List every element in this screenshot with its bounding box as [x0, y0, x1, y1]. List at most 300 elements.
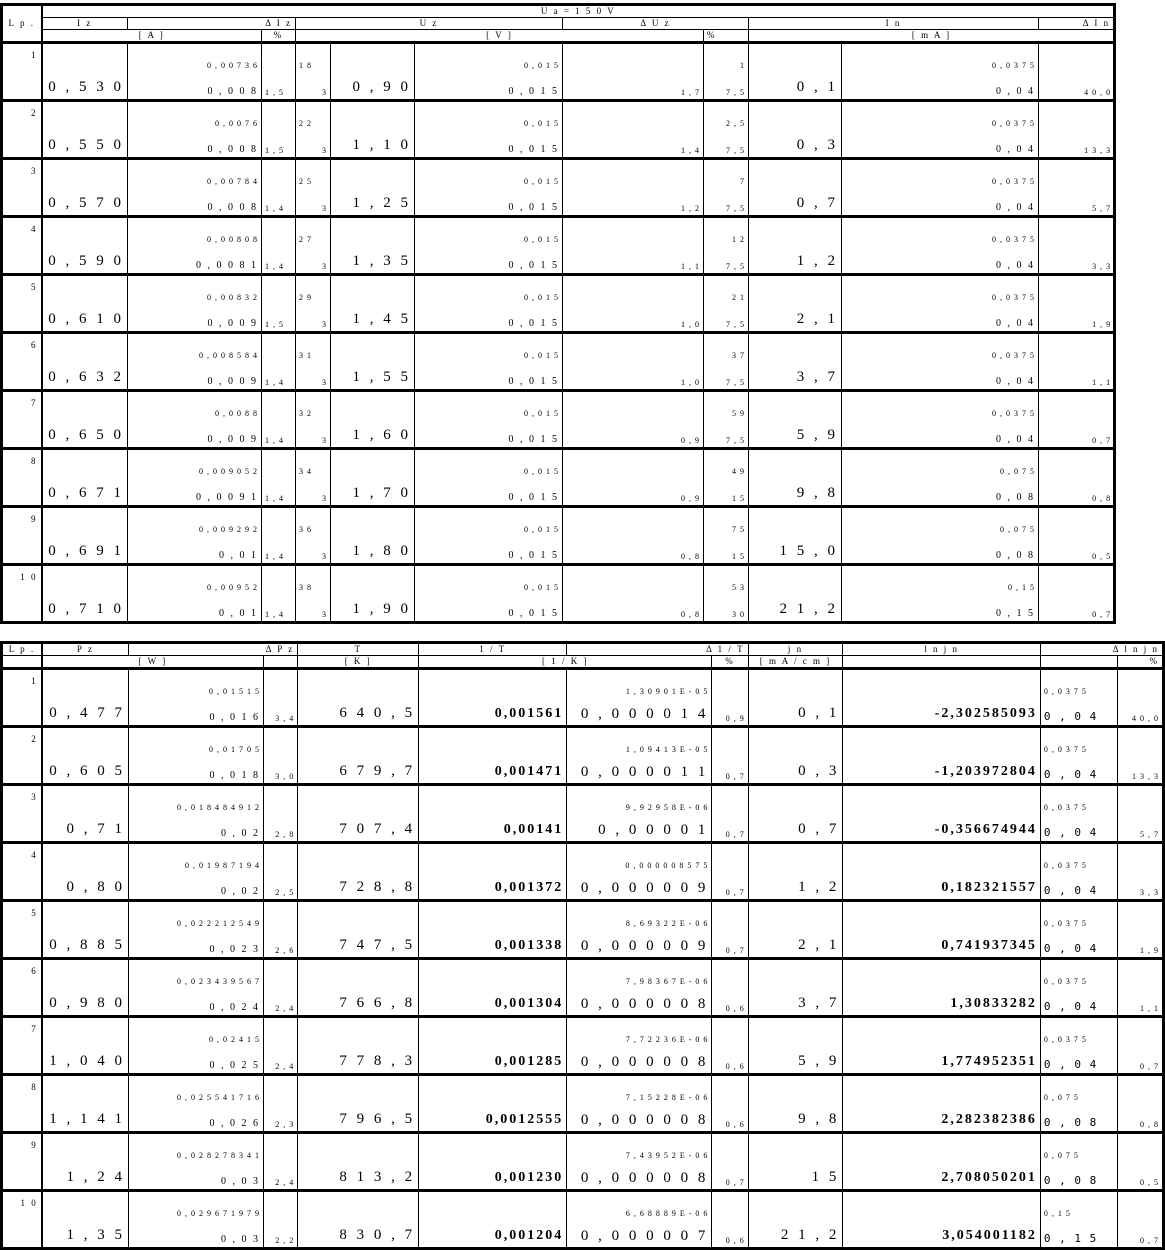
inv-t-value: 0,001304	[419, 959, 567, 1017]
unit-volt: [ V ]	[296, 30, 704, 43]
ln-jn-value: 0,182321557	[843, 843, 1041, 901]
pct-iz-blank	[262, 565, 296, 596]
pct-in-blank	[1039, 449, 1115, 480]
uz-header: U z	[296, 18, 563, 30]
jn-header: j n	[748, 643, 843, 656]
pct-uz-value: 0 , 9	[563, 479, 704, 507]
table-row	[2, 159, 1115, 190]
uz-range: 3	[296, 189, 331, 217]
table-row	[2, 333, 1115, 364]
delta-uz-value: 0 , 0 1 5	[415, 479, 563, 507]
delta-pz-raw: 0 , 0 1 7 0 5	[128, 727, 263, 758]
table-row	[2, 73, 1115, 101]
t-value: 8 1 3 , 2	[298, 1133, 419, 1191]
in-range: 7 , 5	[704, 421, 749, 449]
pct-iz-value: 1 , 5	[262, 131, 296, 159]
pct-pz-value: 2 , 4	[263, 1163, 297, 1191]
delta-ln-value: 0 , 1 5	[1040, 1221, 1117, 1249]
delta-pz-value: 0 , 0 2 4	[128, 989, 263, 1017]
pz-value: 1 , 3 5	[42, 1191, 129, 1249]
table-row	[2, 507, 1115, 538]
delta-inv-t-value: 0 , 0 0 0 0 1 1	[567, 757, 712, 785]
delta-ln-value: 0 , 0 4	[1040, 873, 1117, 901]
pct-uz-value: 0 , 9	[563, 421, 704, 449]
pct-ln-blank	[1117, 669, 1164, 700]
t-value: 7 0 7 , 4	[298, 785, 419, 843]
pct-ln-blank	[1117, 901, 1164, 932]
inv-t-value: 0,001285	[419, 1017, 567, 1075]
delta-iz-raw: 0 , 0 0 7 8 4	[128, 159, 262, 190]
table-row	[2, 1017, 1164, 1048]
jn-value: 2 1 , 2	[748, 1191, 843, 1249]
pct-ln-value: 3 , 3	[1117, 873, 1164, 901]
table-row	[2, 479, 1115, 507]
delta-pz-value: 0 , 0 3	[128, 1221, 263, 1249]
delta-pz-value: 0 , 0 1 6	[128, 699, 263, 727]
pct-inv-blank	[712, 669, 748, 700]
pct-iz-value: 1 , 4	[262, 595, 296, 623]
unit-kelvin: [ K ]	[298, 656, 419, 669]
pct-ln-blank	[1117, 843, 1164, 874]
pct-iz-value: 1 , 4	[262, 537, 296, 565]
unit-pct-inv: %	[712, 656, 748, 669]
t-value: 6 4 0 , 5	[298, 669, 419, 727]
pct-pz-value: 3 , 0	[263, 757, 297, 785]
row-number: 3	[2, 159, 42, 217]
unit-milliamp: [ m A ]	[749, 30, 1115, 43]
delta-in-value: 0 , 0 4	[842, 421, 1039, 449]
jn-value: 0 , 1	[748, 669, 843, 727]
pct-pz-blank	[263, 1133, 297, 1164]
t-value: 7 9 6 , 5	[298, 1075, 419, 1133]
uz-value: 1 , 1 0	[331, 101, 415, 159]
delta-in-raw: 0 , 0 3 7 5	[842, 275, 1039, 306]
pz-value: 1 , 0 4 0	[42, 1017, 129, 1075]
pct-iz-blank	[262, 217, 296, 248]
row-number: 2	[2, 101, 42, 159]
pct-iz-blank	[262, 275, 296, 306]
row-number: 6	[2, 333, 42, 391]
delta-in-raw: 0 , 1 5	[842, 565, 1039, 596]
pct-inv-blank	[712, 843, 748, 874]
pct-in-value: 1 3 , 3	[1039, 131, 1115, 159]
uz-raw: 3 2	[296, 391, 331, 422]
delta-ln-raw: 0 , 0 3 7 5	[1040, 785, 1117, 816]
uz-value: 1 , 7 0	[331, 449, 415, 507]
delta-pz-value: 0 , 0 2	[128, 815, 263, 843]
pct-pz-blank	[263, 959, 297, 990]
table-row	[2, 565, 1115, 596]
delta-iz-value: 0 , 0 0 9	[128, 363, 262, 391]
in-range: 7 , 5	[704, 131, 749, 159]
uz-range: 3	[296, 363, 331, 391]
delta-ln-value: 0 , 0 4	[1040, 989, 1117, 1017]
delta-ln-raw: 0 , 0 3 7 5	[1040, 959, 1117, 990]
delta-inv-t-value: 0 , 0 0 0 0 1 4	[567, 699, 712, 727]
pct-inv-value: 0 , 7	[712, 757, 748, 785]
uz-range: 3	[296, 305, 331, 333]
pct-pz-blank	[263, 1017, 297, 1048]
delta-iz-raw: 0 , 0 0 8 3 2	[128, 275, 262, 306]
row-number: 9	[2, 507, 42, 565]
delta-in-value: 0 , 1 5	[842, 595, 1039, 623]
iz-value: 0 , 7 1 0	[42, 565, 128, 623]
ln-jn-value: -1,203972804	[843, 727, 1041, 785]
delta-uz-raw: 0 , 0 1 5	[415, 275, 563, 306]
t-value: 7 7 8 , 3	[298, 1017, 419, 1075]
row-number: 7	[2, 391, 42, 449]
in-raw: 4 9	[704, 449, 749, 480]
delta-ln-raw: 0 , 0 3 7 5	[1040, 901, 1117, 932]
pct-uz-value: 0 , 8	[563, 595, 704, 623]
row-number: 4	[2, 843, 42, 901]
pct-uz-blank	[563, 507, 704, 538]
table-row	[2, 421, 1115, 449]
in-raw: 2 , 5	[704, 101, 749, 132]
delta-iz-value: 0 , 0 0 8	[128, 189, 262, 217]
delta-uz-value: 0 , 0 1 5	[415, 189, 563, 217]
delta-uz-value: 0 , 0 1 5	[415, 595, 563, 623]
lp-unit-blank	[2, 656, 42, 669]
pct-in-value: 3 , 3	[1039, 247, 1115, 275]
iz-value: 0 , 6 5 0	[42, 391, 128, 449]
pct-inv-blank	[712, 727, 748, 758]
measurement-table-1	[0, 3, 1116, 624]
table-row	[2, 1133, 1164, 1164]
delta-in-value: 0 , 0 4	[842, 131, 1039, 159]
ln-jn-value: 1,774952351	[843, 1017, 1041, 1075]
delta-in-value: 0 , 0 8	[842, 537, 1039, 565]
table-row	[2, 537, 1115, 565]
delta-ln-raw: 0 , 0 7 5	[1040, 1133, 1117, 1164]
iz-value: 0 , 6 1 0	[42, 275, 128, 333]
uz-range: 3	[296, 131, 331, 159]
pct-uz-blank	[563, 449, 704, 480]
unit-amp: [ A ]	[42, 30, 262, 43]
pz-value: 1 , 1 4 1	[42, 1075, 129, 1133]
table-row	[2, 131, 1115, 159]
delta-inv-t-header: Δ 1 / T	[567, 643, 748, 656]
pct-ln-blank	[1117, 1191, 1164, 1222]
unit-pct-uz: %	[704, 30, 749, 43]
t-value: 7 4 7 , 5	[298, 901, 419, 959]
delta-ln-raw: 0 , 0 3 7 5	[1040, 727, 1117, 758]
delta-iz-value: 0 , 0 0 9 1	[128, 479, 262, 507]
ln-jn-value: 3,054001182	[843, 1191, 1041, 1249]
pct-iz-blank	[262, 101, 296, 132]
delta-pz-raw: 0 , 0 2 3 4 3 9 5 6 7	[128, 959, 263, 990]
pct-iz-value: 1 , 4	[262, 247, 296, 275]
pz-header: P z	[42, 643, 129, 656]
ln-jn-value: 2,282382386	[843, 1075, 1041, 1133]
delta-uz-raw: 0 , 0 1 5	[415, 101, 563, 132]
uz-range: 3	[296, 537, 331, 565]
lp-header-2: L p .	[2, 643, 42, 656]
pct-pz-blank	[263, 669, 297, 700]
unit-pct-iz: %	[262, 30, 296, 43]
delta-uz-raw: 0 , 0 1 5	[415, 565, 563, 596]
pct-uz-value: 1 , 0	[563, 363, 704, 391]
ln-jn-value: -0,356674944	[843, 785, 1041, 843]
in-raw: 7	[704, 159, 749, 190]
row-number: 1 0	[2, 1191, 42, 1249]
pct-ln-value: 1 , 1	[1117, 989, 1164, 1017]
pct-pz-value: 2 , 4	[263, 989, 297, 1017]
pct-in-value: 0 , 8	[1039, 479, 1115, 507]
delta-iz-value: 0 , 0 0 8	[128, 131, 262, 159]
pct-in-blank	[1039, 391, 1115, 422]
jn-value: 2 , 1	[748, 901, 843, 959]
pct-in-value: 0 , 5	[1039, 537, 1115, 565]
iz-value: 0 , 6 9 1	[42, 507, 128, 565]
delta-iz-value: 0 , 0 0 8 1	[128, 247, 262, 275]
delta-in-raw: 0 , 0 3 7 5	[842, 333, 1039, 364]
in-raw: 5 9	[704, 391, 749, 422]
pct-ln-value: 1 3 , 3	[1117, 757, 1164, 785]
uz-raw: 3 1	[296, 333, 331, 364]
delta-in-value: 0 , 0 4	[842, 247, 1039, 275]
inv-t-value: 0,001204	[419, 1191, 567, 1249]
inv-t-value: 0,00141	[419, 785, 567, 843]
delta-iz-raw: 0 , 0 0 7 3 6	[128, 43, 262, 74]
pct-ln-blank	[1117, 727, 1164, 758]
pct-iz-blank	[262, 449, 296, 480]
table-row	[2, 785, 1164, 816]
pct-ln-value: 0 , 7	[1117, 1221, 1164, 1249]
uz-range: 3	[296, 595, 331, 623]
inv-t-value: 0,001230	[419, 1133, 567, 1191]
pct-pz-blank	[263, 1191, 297, 1222]
delta-pz-value: 0 , 0 1 8	[128, 757, 263, 785]
pct-ln-value: 0 , 7	[1117, 1047, 1164, 1075]
pct-in-blank	[1039, 217, 1115, 248]
pct-in-value: 0 , 7	[1039, 595, 1115, 623]
delta-uz-value: 0 , 0 1 5	[415, 421, 563, 449]
iz-value: 0 , 5 7 0	[42, 159, 128, 217]
in-range: 7 , 5	[704, 73, 749, 101]
t-value: 8 3 0 , 7	[298, 1191, 419, 1249]
pct-ln-value: 0 , 8	[1117, 1105, 1164, 1133]
delta-iz-value: 0 , 0 1	[128, 537, 262, 565]
pct-iz-blank	[262, 333, 296, 364]
unit-pct-ln: %	[1117, 656, 1164, 669]
row-number: 5	[2, 275, 42, 333]
pct-pz-value: 2 , 2	[263, 1221, 297, 1249]
delta-pz-value: 0 , 0 2 3	[128, 931, 263, 959]
pct-in-blank	[1039, 43, 1115, 74]
delta-inv-t-raw: 0 , 0 0 0 0 0 8 5 7 5	[567, 843, 712, 874]
uz-raw: 1 8	[296, 43, 331, 74]
uz-value: 1 , 2 5	[331, 159, 415, 217]
t-header: T	[298, 643, 419, 656]
iz-value: 0 , 5 9 0	[42, 217, 128, 275]
delta-uz-raw: 0 , 0 1 5	[415, 217, 563, 248]
iz-value: 0 , 5 5 0	[42, 101, 128, 159]
uz-range: 3	[296, 73, 331, 101]
pct-pz-value: 2 , 3	[263, 1105, 297, 1133]
in-range: 1 5	[704, 479, 749, 507]
in-value: 1 5 , 0	[749, 507, 842, 565]
delta-pz-raw: 0 , 0 1 5 1 5	[128, 669, 263, 700]
pct-uz-blank	[563, 333, 704, 364]
pct-uz-value: 1 , 7	[563, 73, 704, 101]
pz-value: 0 , 4 7 7	[42, 669, 129, 727]
uz-raw: 3 6	[296, 507, 331, 538]
delta-pz-raw: 0 , 0 2 2 2 1 2 5 4 9	[128, 901, 263, 932]
row-number: 8	[2, 1075, 42, 1133]
pct-uz-value: 1 , 0	[563, 305, 704, 333]
ln-jn-value: 0,741937345	[843, 901, 1041, 959]
pz-value: 0 , 8 8 5	[42, 901, 129, 959]
pct-in-blank	[1039, 333, 1115, 364]
delta-pz-value: 0 , 0 3	[128, 1163, 263, 1191]
delta-inv-t-value: 0 , 0 0 0 0 0 9	[567, 931, 712, 959]
delta-iz-raw: 0 , 0 0 8 5 8 4	[128, 333, 262, 364]
delta-uz-raw: 0 , 0 1 5	[415, 43, 563, 74]
uz-raw: 2 9	[296, 275, 331, 306]
table-row	[2, 449, 1115, 480]
measurement-table-2	[0, 641, 1165, 1250]
row-number: 3	[2, 785, 42, 843]
table-row	[2, 305, 1115, 333]
pct-in-value: 5 , 7	[1039, 189, 1115, 217]
pct-inv-value: 0 , 6	[712, 1047, 748, 1075]
row-number: 1	[2, 669, 42, 727]
in-raw: 1 2	[704, 217, 749, 248]
delta-inv-t-raw: 1 , 0 9 4 1 3 E - 0 5	[567, 727, 712, 758]
in-range: 3 0	[704, 595, 749, 623]
table-row	[2, 247, 1115, 275]
row-number: 9	[2, 1133, 42, 1191]
in-raw: 7 5	[704, 507, 749, 538]
pct-in-blank	[1039, 275, 1115, 306]
pct-in-blank	[1039, 565, 1115, 596]
in-raw: 3 7	[704, 333, 749, 364]
row-number: 6	[2, 959, 42, 1017]
pct-iz-blank	[262, 43, 296, 74]
delta-iz-value: 0 , 0 0 9	[128, 421, 262, 449]
jn-value: 1 , 2	[748, 843, 843, 901]
uz-value: 1 , 9 0	[331, 565, 415, 623]
iz-value: 0 , 6 3 2	[42, 333, 128, 391]
delta-pz-raw: 0 , 0 1 9 8 7 1 9 4	[128, 843, 263, 874]
table-row	[2, 959, 1164, 990]
row-number: 7	[2, 1017, 42, 1075]
pct-pz-blank	[263, 901, 297, 932]
in-raw: 5 3	[704, 565, 749, 596]
delta-ln-value: 0 , 0 4	[1040, 757, 1117, 785]
in-value: 5 , 9	[749, 391, 842, 449]
pct-inv-blank	[712, 785, 748, 816]
inv-t-header: 1 / T	[419, 643, 567, 656]
delta-pz-header: Δ P z	[128, 643, 297, 656]
table-row	[2, 275, 1115, 306]
delta-pz-raw: 0 , 0 2 9 6 7 1 9 7 9	[128, 1191, 263, 1222]
pct-pz-blank	[263, 785, 297, 816]
delta-inv-t-raw: 7 , 7 2 2 3 6 E - 0 6	[567, 1017, 712, 1048]
delta-iz-raw: 0 , 0 0 8 0 8	[128, 217, 262, 248]
table-row	[2, 901, 1164, 932]
delta-in-raw: 0 , 0 3 7 5	[842, 43, 1039, 74]
pct-iz-value: 1 , 4	[262, 189, 296, 217]
t-value: 7 2 8 , 8	[298, 843, 419, 901]
in-range: 7 , 5	[704, 247, 749, 275]
pct-uz-value: 1 , 1	[563, 247, 704, 275]
in-range: 7 , 5	[704, 189, 749, 217]
in-range: 1 5	[704, 537, 749, 565]
delta-iz-raw: 0 , 0 0 9 2 9 2	[128, 507, 262, 538]
in-value: 2 , 1	[749, 275, 842, 333]
pct-in-value: 4 0 , 0	[1039, 73, 1115, 101]
pz-value: 0 , 9 8 0	[42, 959, 129, 1017]
table-row	[2, 1191, 1164, 1222]
table-row	[2, 363, 1115, 391]
table-row	[2, 217, 1115, 248]
table-row	[2, 669, 1164, 700]
delta-in-raw: 0 , 0 3 7 5	[842, 217, 1039, 248]
delta-uz-value: 0 , 0 1 5	[415, 247, 563, 275]
delta-ln-jn-header: Δ l n j n	[1040, 643, 1163, 656]
table-row	[2, 595, 1115, 623]
delta-ln-raw: 0 , 0 3 7 5	[1040, 843, 1117, 874]
delta-iz-header: Δ I z	[128, 18, 296, 30]
pz-value: 0 , 6 0 5	[42, 727, 129, 785]
in-value: 0 , 7	[749, 159, 842, 217]
pct-uz-blank	[563, 275, 704, 306]
pct-pz-blank	[263, 843, 297, 874]
unit-current-density: [ m A / c m ]	[748, 656, 843, 669]
pct-pz-value: 3 , 4	[263, 699, 297, 727]
table-row	[2, 843, 1164, 874]
pct-in-value: 1 , 9	[1039, 305, 1115, 333]
delta-pz-raw: 0 , 0 2 8 2 7 8 3 4 1	[128, 1133, 263, 1164]
delta-in-value: 0 , 0 4	[842, 363, 1039, 391]
table-row	[2, 1075, 1164, 1106]
pct-iz-value: 1 , 4	[262, 421, 296, 449]
delta-uz-value: 0 , 0 1 5	[415, 305, 563, 333]
pct-inv-blank	[712, 1075, 748, 1106]
in-range: 7 , 5	[704, 305, 749, 333]
pct-ln-value: 0 , 5	[1117, 1163, 1164, 1191]
uz-range: 3	[296, 247, 331, 275]
table-row	[2, 727, 1164, 758]
pct-inv-value: 0 , 7	[712, 1163, 748, 1191]
delta-ln-value: 0 , 0 8	[1040, 1163, 1117, 1191]
delta-iz-raw: 0 , 0 0 9 0 5 2	[128, 449, 262, 480]
delta-inv-t-value: 0 , 0 0 0 0 0 8	[567, 1105, 712, 1133]
unit-pct-pz	[263, 656, 297, 669]
delta-ln-value: 0 , 0 4	[1040, 1047, 1117, 1075]
unit-ln-blank	[843, 656, 1041, 669]
pct-ln-blank	[1117, 785, 1164, 816]
pct-inv-blank	[712, 959, 748, 990]
delta-uz-raw: 0 , 0 1 5	[415, 507, 563, 538]
delta-pz-value: 0 , 0 2 6	[128, 1105, 263, 1133]
delta-in-header: Δ I n	[1039, 18, 1115, 30]
pct-uz-blank	[563, 159, 704, 190]
jn-value: 1 5	[748, 1133, 843, 1191]
delta-pz-raw: 0 , 0 2 4 1 5	[128, 1017, 263, 1048]
delta-uz-raw: 0 , 0 1 5	[415, 391, 563, 422]
pct-uz-blank	[563, 391, 704, 422]
uz-value: 1 , 4 5	[331, 275, 415, 333]
ln-jn-value: 2,708050201	[843, 1133, 1041, 1191]
delta-inv-t-value: 0 , 0 0 0 0 0 9	[567, 873, 712, 901]
voltage-title: U a = 1 5 0 V	[42, 5, 1115, 18]
pct-uz-value: 1 , 2	[563, 189, 704, 217]
delta-inv-t-value: 0 , 0 0 0 0 0 8	[567, 1163, 712, 1191]
delta-pz-raw: 0 , 0 2 5 5 4 1 7 1 6	[128, 1075, 263, 1106]
